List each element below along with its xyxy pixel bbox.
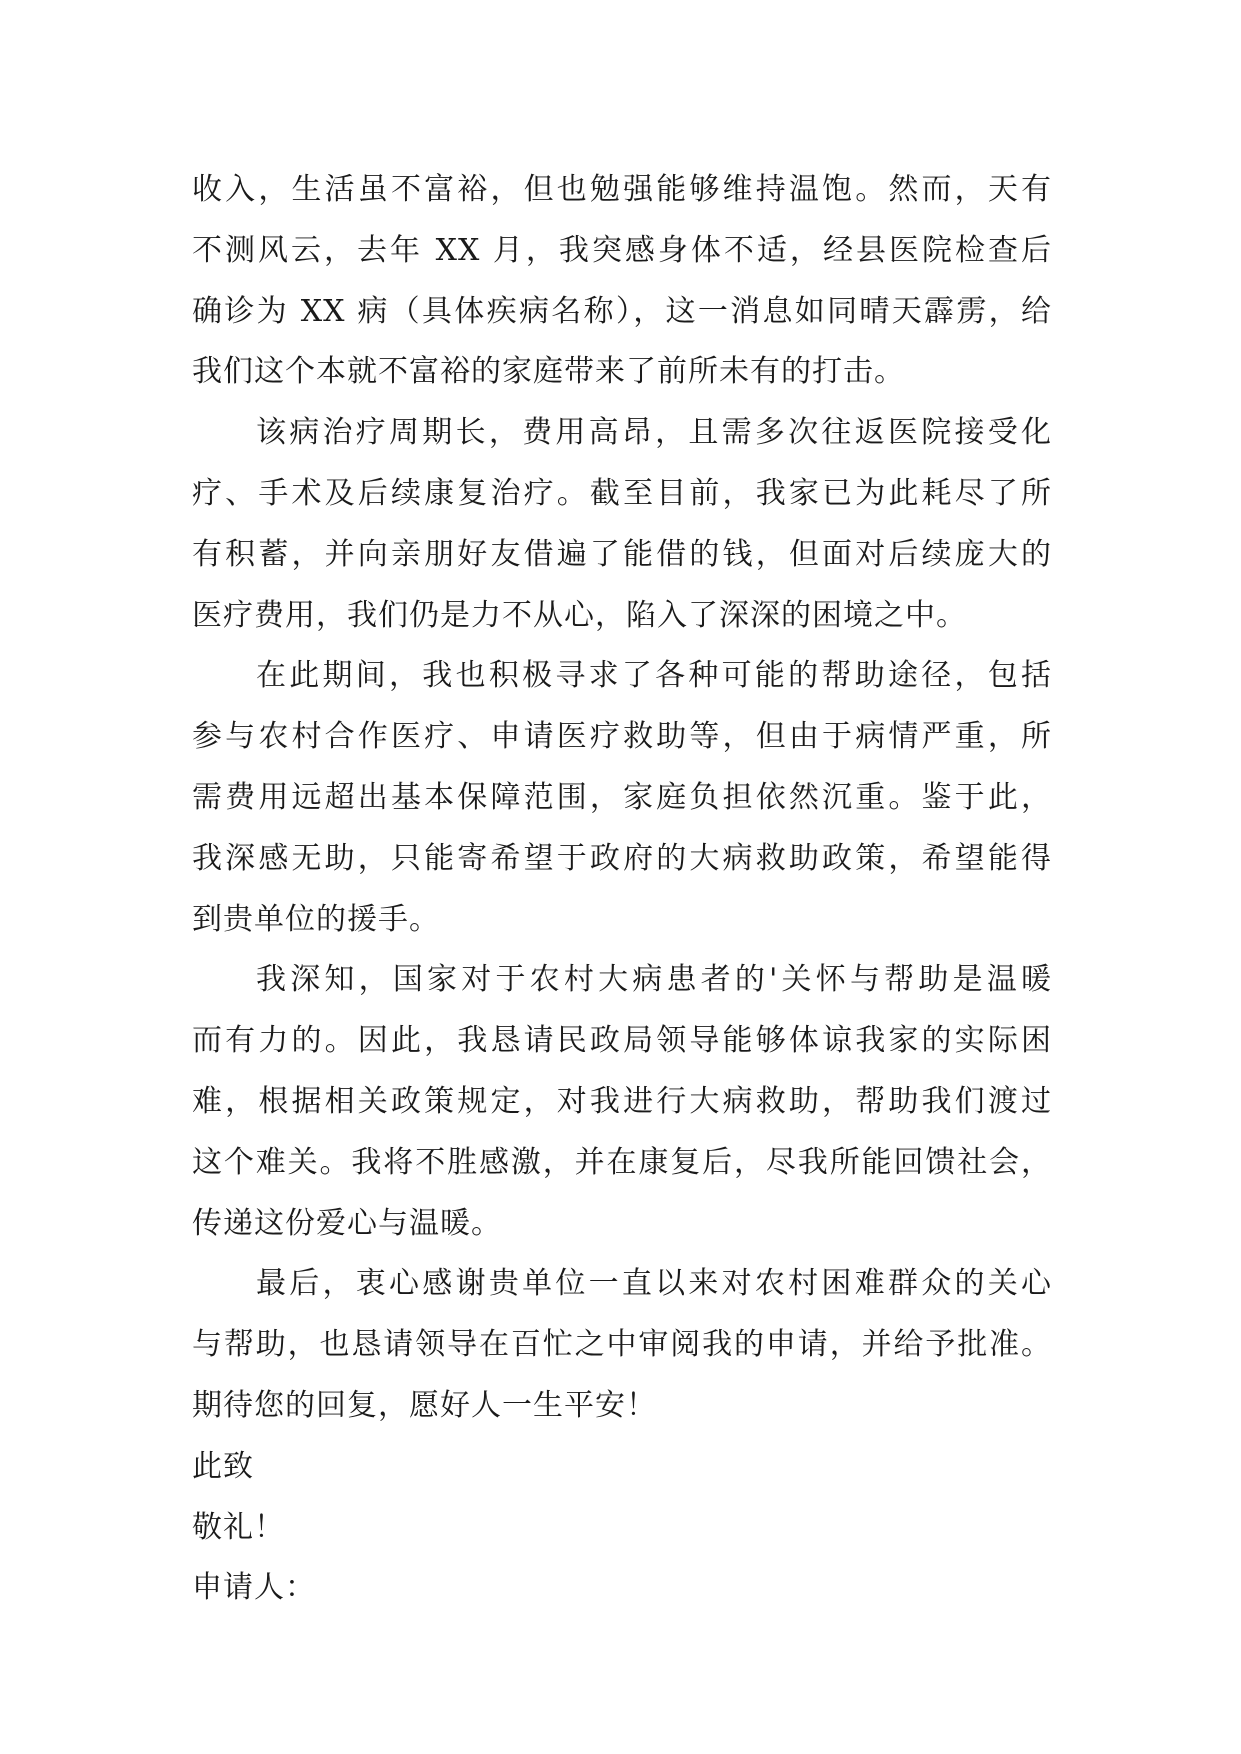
text-line: 需费用远超出基本保障范围，家庭负担依然沉重。鉴于此， <box>192 779 1052 815</box>
letter-body <box>192 160 1052 1619</box>
closing-salutation: 此致 <box>192 1448 254 1484</box>
text-line: 与帮助，也恳请领导在百忙之中审阅我的申请，并给予批准。 <box>192 1327 1052 1363</box>
paragraph-first-line: 最后，衷心感谢贵单位一直以来对农村困难群众的关心 <box>256 1266 1052 1302</box>
text-line: 确诊为 XX 病（具体疾病名称），这一消息如同晴天霹雳，给 <box>192 293 1052 329</box>
text-line: 而有力的。因此，我恳请民政局领导能够体谅我家的实际困 <box>192 1023 1052 1059</box>
paragraph-first-line: 该病治疗周期长，费用高昂，且需多次往返医院接受化 <box>256 415 1052 451</box>
text-line: 医疗费用，我们仍是力不从心，陷入了深深的困境之中。 <box>192 597 967 633</box>
text-line: 到贵单位的援手。 <box>192 901 440 937</box>
text-line: 期待您的回复，愿好人一生平安！ <box>192 1387 657 1423</box>
closing-respect: 敬礼！ <box>192 1509 285 1545</box>
text-line: 这个难关。我将不胜感激，并在康复后，尽我所能回馈社会， <box>192 1144 1052 1180</box>
paragraph-first-line: 我深知，国家对于农村大病患者的'关怀与帮助是温暖 <box>256 962 1052 998</box>
text-line: 参与农村合作医疗、申请医疗救助等，但由于病情严重，所 <box>192 719 1052 755</box>
text-line: 我们这个本就不富裕的家庭带来了前所未有的打击。 <box>192 354 905 390</box>
text-line: 收入，生活虽不富裕，但也勉强能够维持温饱。然而，天有 <box>192 172 1052 207</box>
applicant-signature-label: 申请人： <box>192 1570 316 1606</box>
text-line: 有积蓄，并向亲朋好友借遍了能借的钱，但面对后续庞大的 <box>192 536 1052 572</box>
text-line: 疗、手术及后续康复治疗。截至目前，我家已为此耗尽了所 <box>192 475 1052 511</box>
text-line: 难，根据相关政策规定，对我进行大病救助，帮助我们渡过 <box>192 1083 1052 1119</box>
paragraph-first-line: 在此期间，我也积极寻求了各种可能的帮助途径，包括 <box>256 658 1052 694</box>
text-line: 传递这份爱心与温暖。 <box>192 1205 502 1241</box>
text-line: 我深感无助，只能寄希望于政府的大病救助政策，希望能得 <box>192 840 1052 876</box>
text-line: 不测风云，去年 XX 月，我突感身体不适，经县医院检查后 <box>192 232 1052 268</box>
